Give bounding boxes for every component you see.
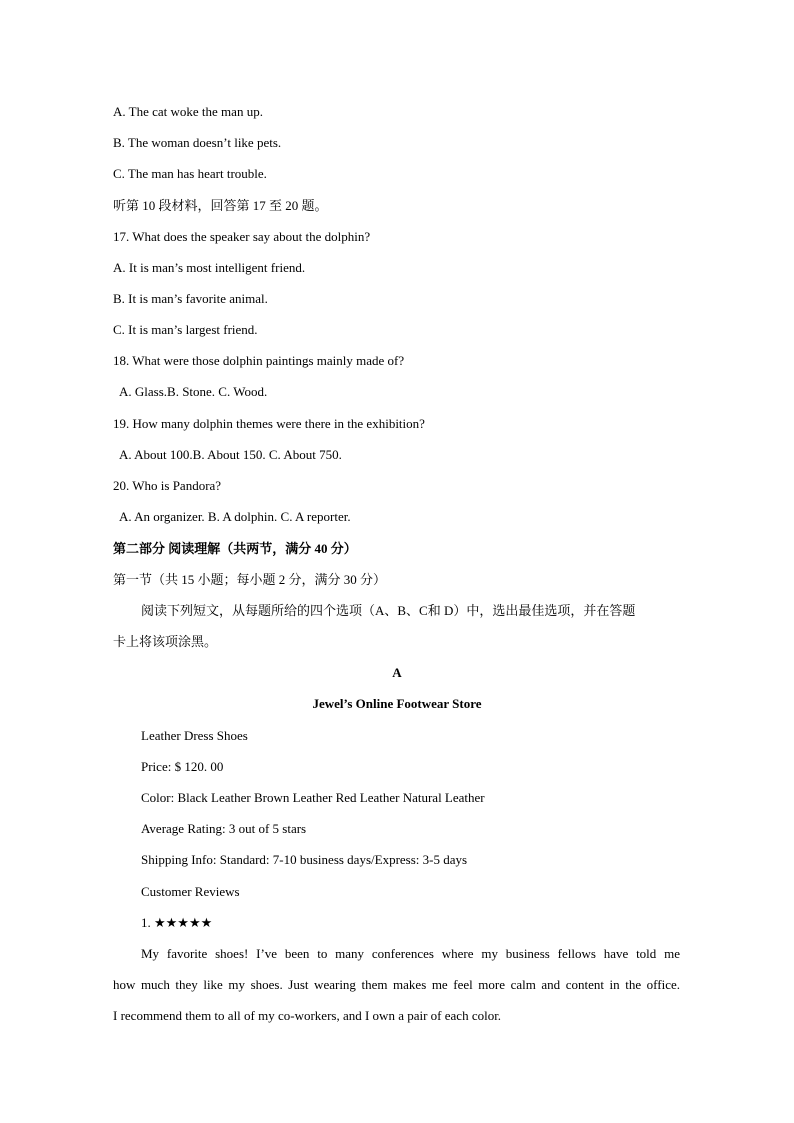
q18-stem: 18. What were those dolphin paintings mainly made of? <box>113 353 405 368</box>
part2-heading: 第二部分 阅读理解（共两节，满分 40 分） <box>113 541 357 556</box>
part2-instruction-line1: 阅读下列短文，从每题所给的四个选项（A、B、C和 D）中，选出最佳选项，并在答题 <box>141 603 636 618</box>
q16-option-a: A. The cat woke the man up. <box>113 104 263 119</box>
review1-line3: I recommend them to all of my co-workers, and I own a pair of each color. <box>113 1008 502 1023</box>
part2-instruction-line2: 卡上将该项涂黑。 <box>113 634 218 649</box>
q17-stem: 17. What does the speaker say about the dolphin? <box>113 229 371 244</box>
q18-options: A. Glass.B. Stone. C. Wood. <box>119 384 268 399</box>
reviews-heading: Customer Reviews <box>141 884 240 899</box>
q17-option-c: C. It is man’s largest friend. <box>113 322 258 337</box>
review1-heading: 1. ★★★★★ <box>141 915 213 930</box>
review1-line2: how much they like my shoes. Just wearing them makes me feel more calm and content in the office. <box>113 977 680 992</box>
product-price: Price: $ 120. 00 <box>141 759 224 774</box>
product-color: Color: Black Leather Brown Leather Red Leather Natural Leather <box>141 790 485 805</box>
q16-option-c: C. The man has heart trouble. <box>113 166 267 181</box>
passage-a-title: Jewel’s Online Footwear Store <box>312 696 482 711</box>
section10-intro: 听第 10 段材料，回答第 17 至 20 题。 <box>113 198 328 213</box>
passage-a-label: A <box>392 665 402 680</box>
q20-stem: 20. Who is Pandora? <box>113 478 222 493</box>
review1-line1: My favorite shoes! I’ve been to many conferences where my business fellows have told me <box>141 946 680 961</box>
q17-option-a: A. It is man’s most intelligent friend. <box>113 260 306 275</box>
q19-options: A. About 100.B. About 150. C. About 750. <box>119 447 342 462</box>
product-rating: Average Rating: 3 out of 5 stars <box>141 821 307 836</box>
product-shipping: Shipping Info: Standard: 7-10 business days/Express: 3-5 days <box>141 852 468 867</box>
part2-section1: 第一节（共 15 小题；每小题 2 分，满分 30 分） <box>113 572 387 587</box>
q20-options: A. An organizer. B. A dolphin. C. A reporter. <box>119 509 351 524</box>
q16-option-b: B. The woman doesn’t like pets. <box>113 135 282 150</box>
product-name: Leather Dress Shoes <box>141 728 248 743</box>
q17-option-b: B. It is man’s favorite animal. <box>113 291 268 306</box>
q19-stem: 19. How many dolphin themes were there in the exhibition? <box>113 416 425 431</box>
